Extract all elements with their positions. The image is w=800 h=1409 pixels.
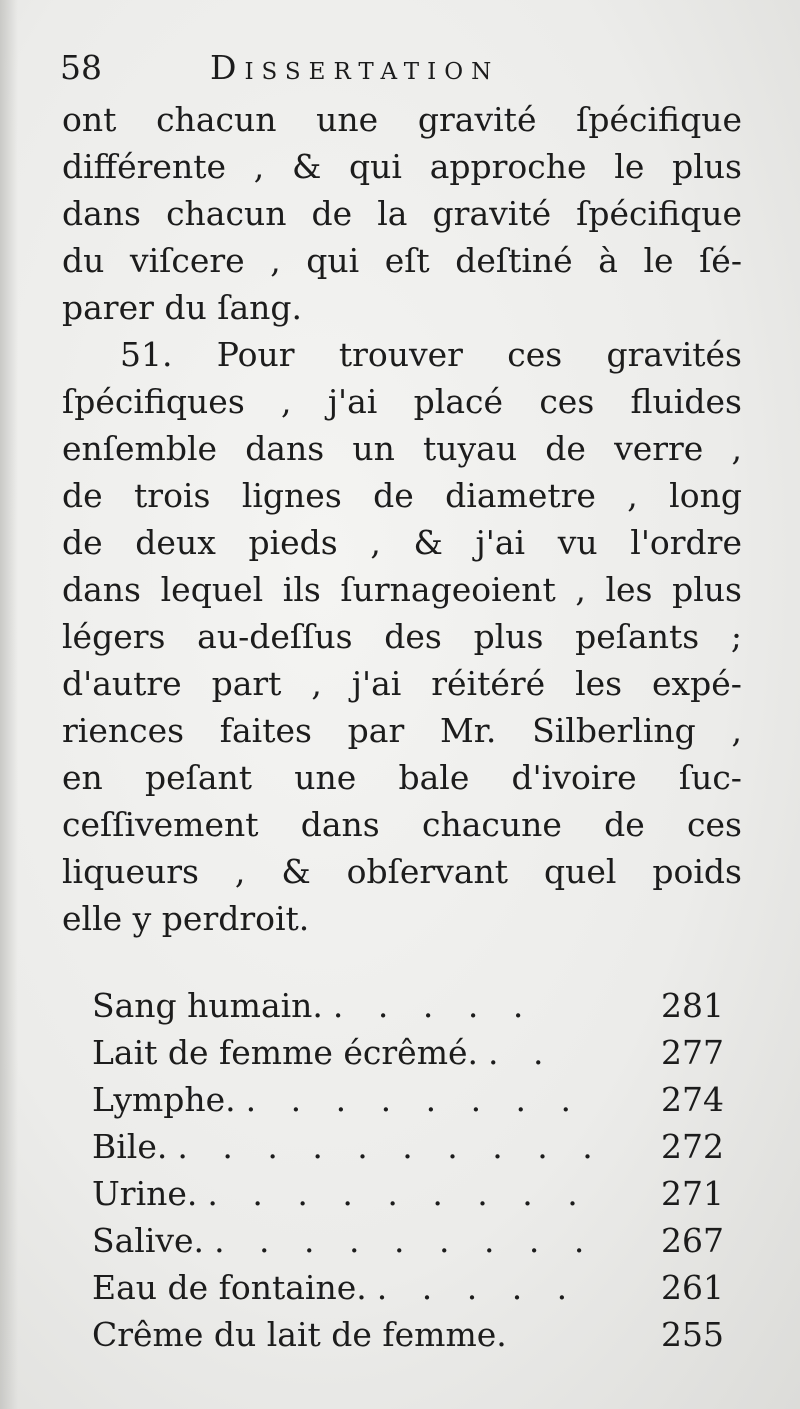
word: qui (349, 147, 402, 186)
word: tuyau (423, 429, 518, 468)
word: chacun (156, 100, 277, 139)
word: ces (687, 805, 742, 844)
word: poids (652, 852, 742, 891)
word: ſurnageoient (340, 570, 556, 609)
word: viſcere (129, 241, 245, 280)
word: lignes (241, 476, 342, 515)
word: & (291, 147, 322, 186)
text-line (62, 425, 742, 472)
word: au-deſſus (197, 617, 353, 656)
word: trois (134, 476, 211, 515)
word: une (294, 758, 357, 797)
word: Pour (216, 335, 295, 374)
word: j'ai (475, 523, 526, 562)
word: les (605, 570, 653, 609)
gravity-value: 267 (661, 1221, 724, 1260)
gravity-value: 274 (661, 1080, 724, 1119)
word: diametre (445, 476, 596, 515)
specific-gravity-table (92, 982, 724, 1358)
leader-dots: . . . . . (332, 986, 536, 1025)
word: fluides (630, 382, 742, 421)
spine-shadow (0, 0, 18, 1409)
word: ſpécifique (576, 100, 742, 139)
fluid-name: Crême du lait de femme. (92, 1315, 507, 1354)
word: le (643, 241, 674, 280)
text-line (62, 143, 742, 190)
fluid-name: Eau de fontaine. (92, 1268, 367, 1307)
word: approche (429, 147, 587, 186)
fluid-name: Salive. (92, 1221, 205, 1260)
word: long (669, 476, 742, 515)
text-line (62, 190, 742, 237)
text-line (62, 566, 742, 613)
fluid-name: Lait de femme écrêmé. (92, 1033, 479, 1072)
table-row (92, 1076, 724, 1123)
word: plus (672, 147, 742, 186)
gravity-value: 277 (661, 1033, 724, 1072)
word: ils (282, 570, 321, 609)
word: ſpécifiques (62, 382, 245, 421)
word: j'ai (327, 382, 378, 421)
leader-dots: . . . . . . . . (245, 1080, 584, 1119)
word: , (575, 570, 586, 609)
text-line (62, 519, 742, 566)
word: peſants (575, 617, 700, 656)
leader-dots: . . . . . . . . . (207, 1174, 590, 1213)
word: verre (614, 429, 704, 468)
word: de (311, 194, 353, 233)
text-line (62, 284, 742, 331)
leader-dots: . . (488, 1033, 556, 1072)
word: légers (62, 617, 166, 656)
word: gravités (606, 335, 742, 374)
word: plus (672, 570, 742, 609)
word: ces (539, 382, 595, 421)
word: en (62, 758, 103, 797)
word: deux (135, 523, 216, 562)
page-number: 58 (60, 48, 102, 87)
word: les (575, 664, 623, 703)
word: peſant (144, 758, 253, 797)
word: chacune (421, 805, 562, 844)
word: , (281, 382, 292, 421)
gravity-value: 271 (661, 1174, 724, 1213)
word: liqueurs (62, 852, 199, 891)
gravity-value: 281 (661, 986, 724, 1025)
word: dans (245, 429, 325, 468)
word: de (545, 429, 586, 468)
word: ; (730, 617, 742, 656)
text-line (62, 848, 742, 895)
gravity-value: 261 (661, 1268, 724, 1307)
table-row (92, 1217, 724, 1264)
word: la (377, 194, 408, 233)
word: dans (300, 805, 380, 844)
word: un (352, 429, 395, 468)
word: quel (543, 852, 617, 891)
word: , (731, 711, 742, 750)
text-line (62, 613, 742, 660)
text-line (62, 895, 742, 942)
word: part (211, 664, 282, 703)
gravity-value: 272 (661, 1127, 724, 1166)
line-text: elle y perdroit. (62, 899, 310, 938)
word: réitéré (431, 664, 546, 703)
word: à (598, 241, 618, 280)
word: par (347, 711, 405, 750)
word: expé- (652, 664, 742, 703)
word: faites (219, 711, 312, 750)
word: gravité (432, 194, 552, 233)
word: d'autre (62, 664, 182, 703)
text-line (62, 801, 742, 848)
table-row (92, 982, 724, 1029)
word: de (604, 805, 645, 844)
word: Mr. (439, 711, 497, 750)
table-row (92, 1170, 724, 1217)
word: bale (398, 758, 470, 797)
word: de (373, 476, 414, 515)
table-row (92, 1264, 724, 1311)
word: dans (62, 570, 141, 609)
word: de (62, 523, 103, 562)
leader-dots: . . . . . . . . . . (177, 1127, 605, 1166)
gravity-value: 255 (661, 1315, 724, 1354)
body-text (62, 96, 742, 942)
fluid-name: Lymphe. (92, 1080, 236, 1119)
word: ces (507, 335, 563, 374)
word: Silberling (532, 711, 696, 750)
text-line (62, 660, 742, 707)
table-row (92, 1311, 724, 1358)
text-line (62, 96, 742, 143)
word: de (62, 476, 103, 515)
word: dans (62, 194, 141, 233)
table-row (92, 1123, 724, 1170)
leader-dots: . . . . . (376, 1268, 580, 1307)
word: 51. (120, 335, 173, 374)
text-line (62, 707, 742, 754)
word: enſemble (62, 429, 218, 468)
text-line (62, 754, 742, 801)
fluid-name: Sang humain. (92, 986, 323, 1025)
leader-dots: . . . . . . . . . (214, 1221, 597, 1260)
word: lequel (160, 570, 264, 609)
word: différente (62, 147, 227, 186)
running-title: Dissertation (210, 48, 500, 87)
word: des (384, 617, 442, 656)
word: ſuc- (678, 758, 742, 797)
page-header (60, 48, 760, 98)
word: ſé- (699, 241, 742, 280)
word: l'ordre (630, 523, 742, 562)
word: eſt (384, 241, 430, 280)
word: gravité (417, 100, 537, 139)
fluid-name: Bile. (92, 1127, 168, 1166)
word: du (62, 241, 105, 280)
table-row (92, 1029, 724, 1076)
word: , (270, 241, 281, 280)
text-line (62, 237, 742, 284)
word: ſpécifique (576, 194, 742, 233)
word: placé (413, 382, 504, 421)
word: pieds (248, 523, 338, 562)
text-line (62, 378, 742, 425)
word: , (731, 429, 742, 468)
word: chacun (166, 194, 287, 233)
word: , (370, 523, 381, 562)
word: ceſſivement (62, 805, 259, 844)
text-line (62, 472, 742, 519)
word: & (281, 852, 311, 891)
word: , (311, 664, 322, 703)
word: , (627, 476, 638, 515)
word: , (253, 147, 265, 186)
word: j'ai (351, 664, 402, 703)
fluid-name: Urine. (92, 1174, 198, 1213)
word: obſervant (346, 852, 509, 891)
word: vu (557, 523, 598, 562)
word: trouver (338, 335, 463, 374)
word: ont (62, 100, 117, 139)
word: riences (62, 711, 185, 750)
word: plus (473, 617, 544, 656)
line-text: parer du ſang. (62, 288, 302, 327)
word: , (234, 852, 246, 891)
word: & (413, 523, 443, 562)
word: une (316, 100, 379, 139)
word: d'ivoire (511, 758, 637, 797)
text-line (62, 331, 742, 378)
word: deſtiné (455, 241, 573, 280)
word: le (614, 147, 645, 186)
word: qui (306, 241, 360, 280)
